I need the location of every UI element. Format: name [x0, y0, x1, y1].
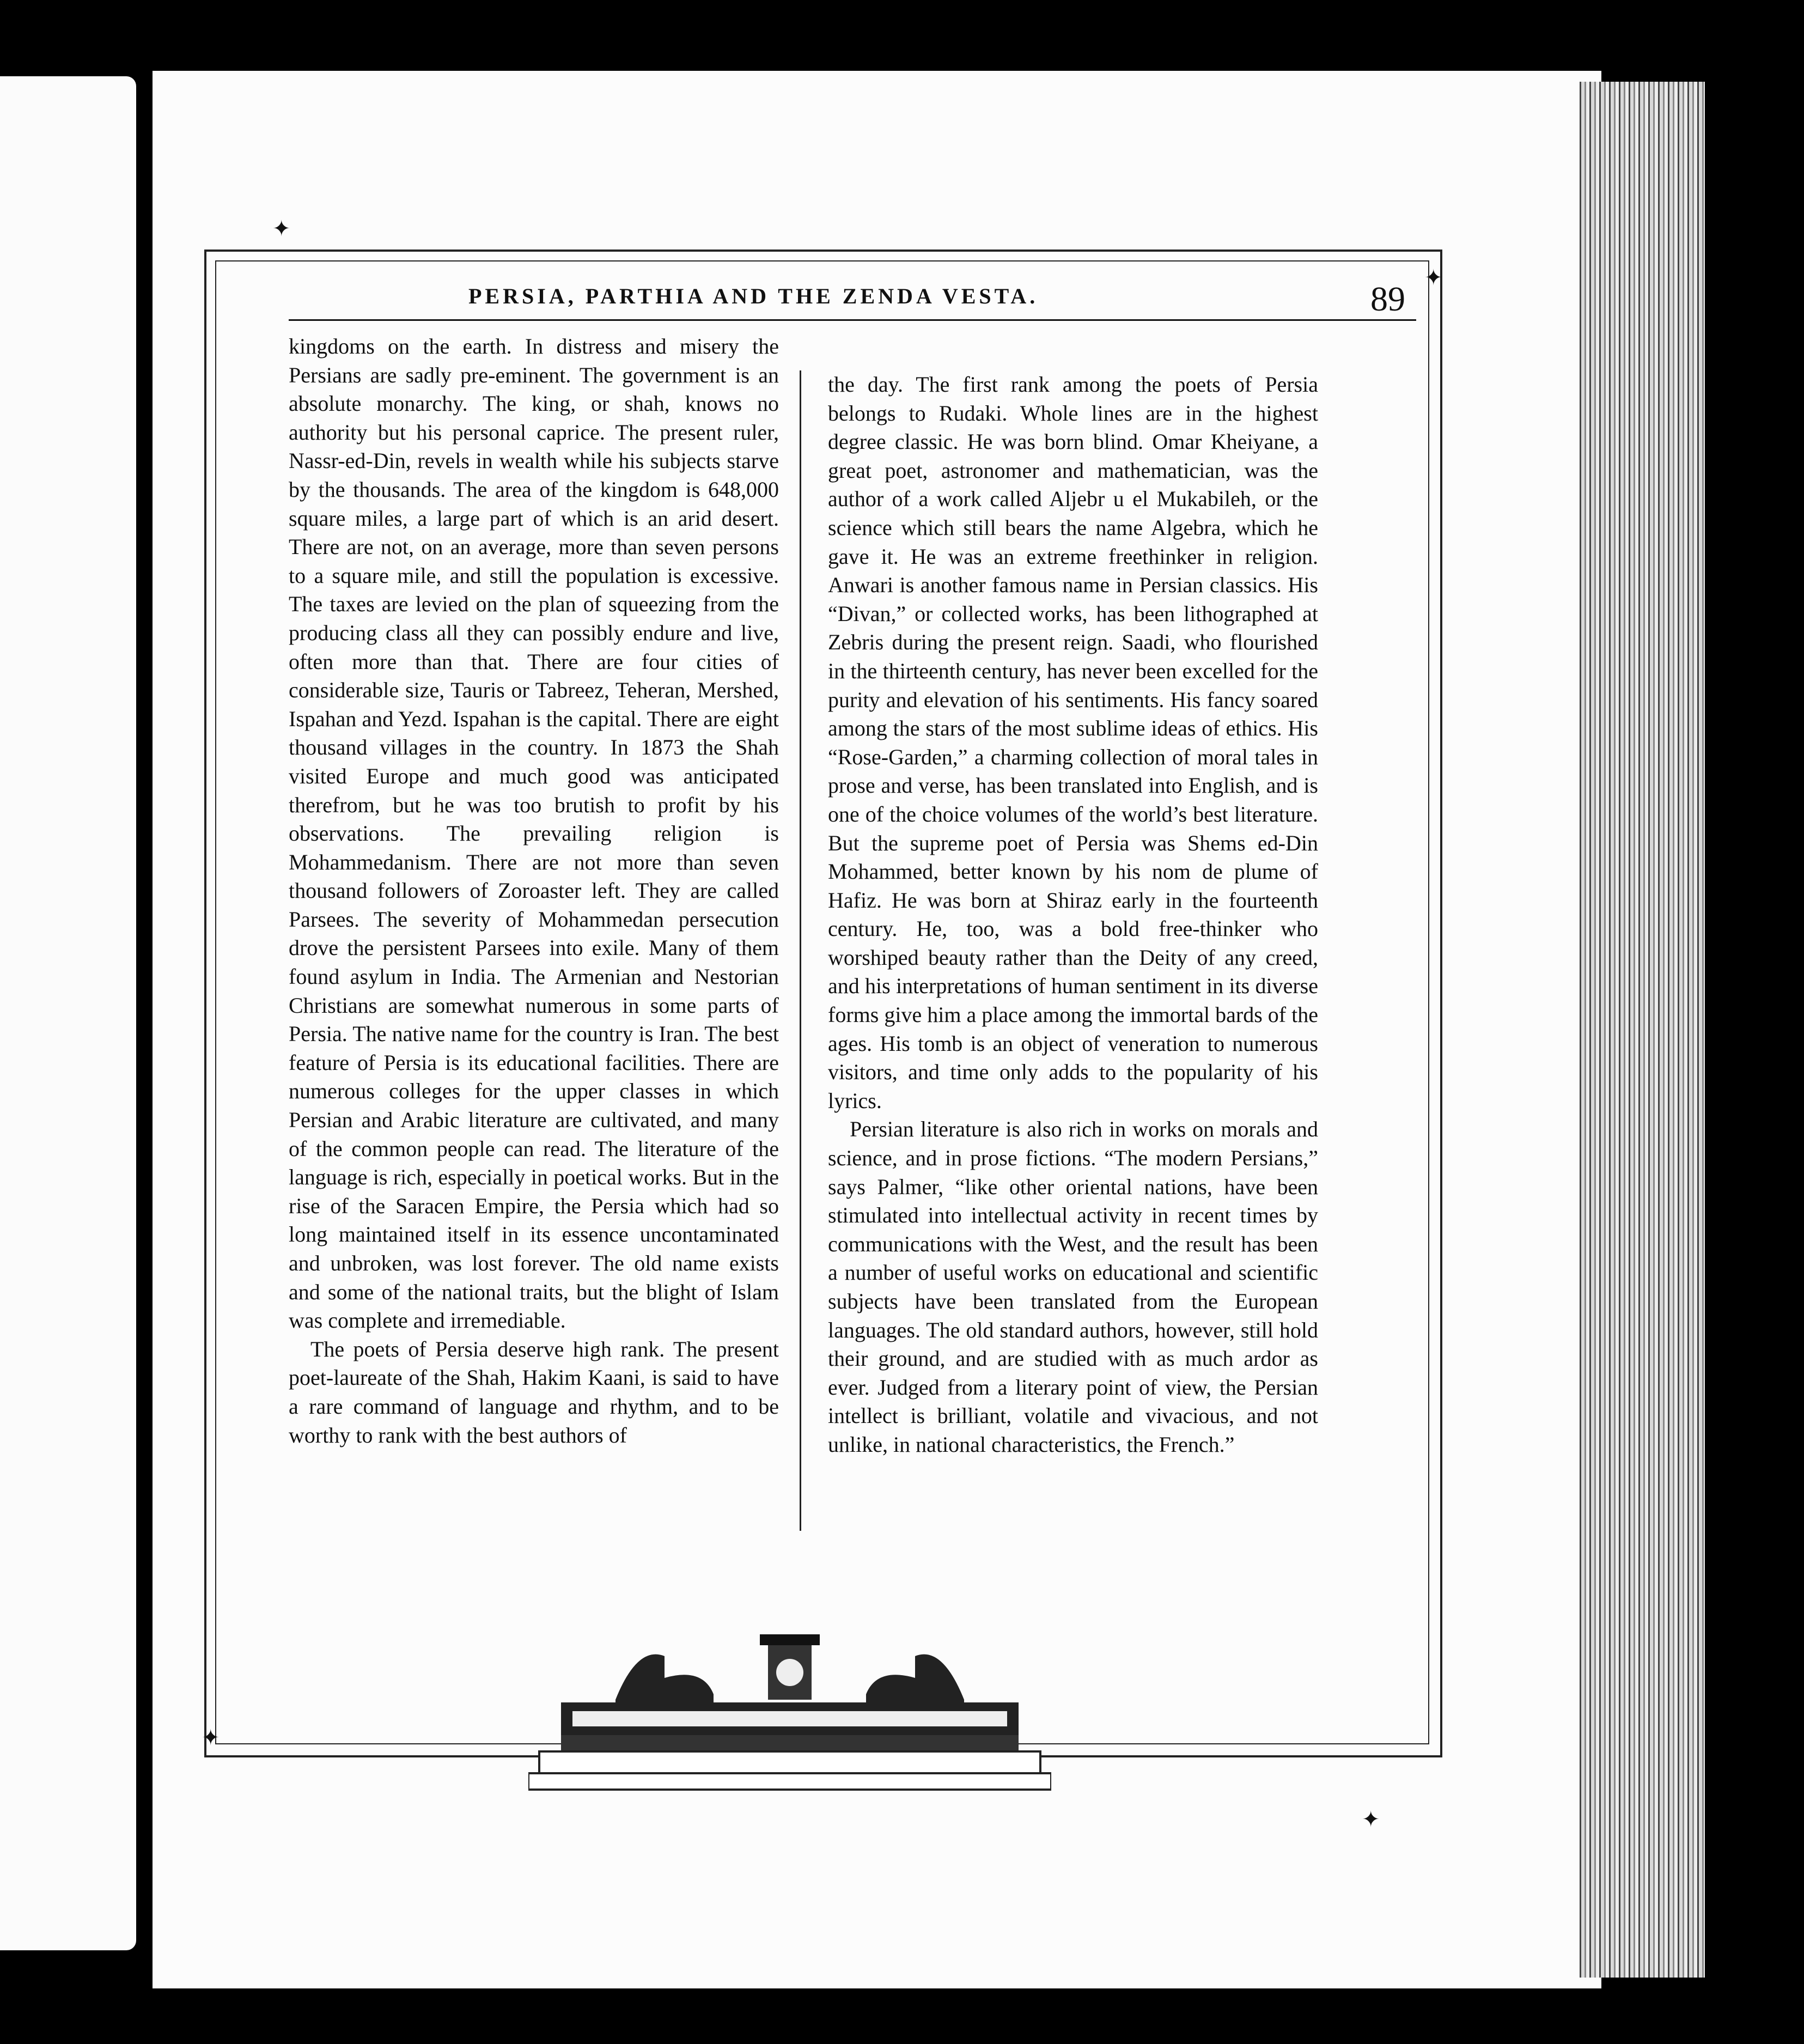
paragraph: the day. The first rank among the poets of Persia belongs to Rudaki. Whole lines are in the highest degree classic. He was born blind. Omar Kheiyane, a great poet, astronomer and mathematician, was the author of a work called Aljebr u el Mukabileh, or the science which still bears the name Algebra, which he gave it. He was an extreme freethinker in religion. Anwari is another famous name in Persian classics. His “Divan,” or collected works, has been lithographed at Zebris during the present reign. Saadi, who flourished in the thirteenth century, has never been excelled for the purity and elevation of his sentiments. His fancy soared among the stars of the most sublime ideas of ethics. His “Rose-Garden,” a charming collection of moral tales in prose and verse, has been translated into English, and is one of the choice volumes of the world’s best literature. But the supreme poet of Persia was Shems ed-Din Mohammed, better known by his nom de plume of Hafiz. He was born at Shiraz early in the fourteenth century. He, too, was a bold free-thinker who worshiped beauty rather than the Deity of any creed, and his interpretations of human sentiment in its diverse forms give him a place among the immortal bards of the ages. His tomb is an object of veneration to numerous visitors, and time only adds to the popularity of his lyrics. — [828, 372, 1318, 1113]
running-title: PERSIA, PARTHIA AND THE ZENDA VESTA. — [468, 284, 1039, 308]
left-column — [289, 332, 779, 1450]
facing-page-edge — [0, 76, 136, 1950]
sphinx-tailpiece-icon — [528, 1613, 1051, 1792]
paragraph: Persian literature is also rich in works on morals and science, and in prose fictions. “The modern Persians,” says Palmer, “like other oriental nations, have been stimulated into intellectual activity in recent times by communications with the West, and the result has been a number of useful works on educational and scientific subjects have been translated from the European languages. The old standard authors, however, still hold their ground, and are studied with as much ardor as ever. Judged from a literary point of view, the Persian intellect is brilliant, volatile and vivacious, and not unlike, in national characteristics, the French.” — [828, 1117, 1318, 1457]
corner-fleuron-icon: ✦ — [272, 216, 291, 241]
page-header — [289, 279, 1405, 318]
page-block-edge — [1580, 82, 1705, 1978]
column-rule — [800, 370, 801, 1531]
corner-fleuron-icon: ✦ — [202, 1725, 220, 1750]
page-number: 89 — [1370, 279, 1405, 318]
header-rule — [289, 319, 1416, 321]
paragraph: kingdoms on the earth. In distress and misery the Persians are sadly pre-eminent. The government is an absolute monarchy. The king, or shah, knows no authority but his personal caprice. The present ruler, Nassr-ed-Din, revels in wealth while his subjects starve by the thousands. The area of the kingdom is 648,000 square miles, a large part of which is an arid desert. There are not, on an average, more than seven persons to a square mile, and still the population is excessive. The taxes are levied on the plan of squeezing from the producing class all they can possibly endure and live, often more than that. There are four cities of considerable size, Tauris or Tabreez, Teheran, Mershed, Ispahan and Yezd. Ispahan is the capital. There are eight thousand villages in the country. In 1873 the Shah visited Europe and much good was anticipated therefrom, but he was too brutish to profit by his observations. The prevailing religion is Mohammedanism. There are not more than seven thousand followers of Zoroaster left. They are called Parsees. The severity of Mohammedan persecution drove the persistent Parsees into exile. Many of them found asylum in India. The Armenian and Nestorian Christians are somewhat numerous in some parts of Persia. The native name for the country is Iran. The best feature of Persia is its educational facilities. There are numerous colleges for the upper classes in which Persian and Arabic literature are cultivated, and many of the common people can read. The literature of the language is rich, especially in poetical works. But in the rise of the Saracen Empire, the Persia which had so long maintained itself in its essence uncontaminated and unbroken, was lost forever. The old name exists and some of the national traits, but the blight of Islam was complete and irremediable. — [289, 334, 779, 1333]
paragraph: The poets of Persia deserve high rank. The present poet-laureate of the Shah, Hakim Kaani, is said to have a rare command of language and rhythm, and to be worthy to rank with the best authors of — [289, 1336, 779, 1447]
corner-fleuron-icon: ✦ — [1362, 1807, 1380, 1832]
corner-fleuron-icon: ✦ — [1424, 265, 1443, 290]
right-column — [828, 370, 1318, 1459]
